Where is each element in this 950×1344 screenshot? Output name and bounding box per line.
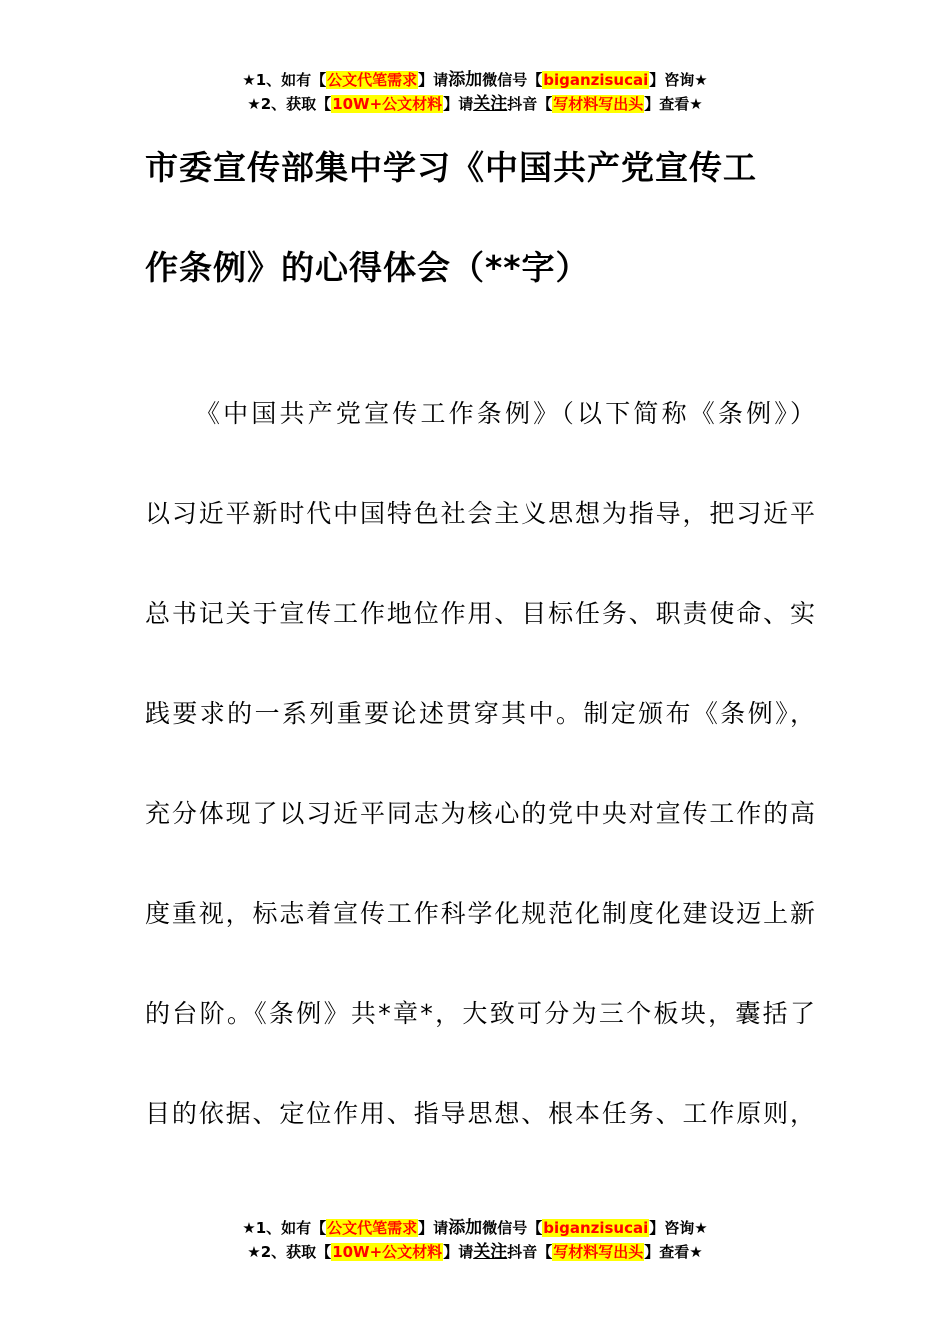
bottom-banner: [0, 1216, 950, 1264]
banner-line-2: ★2、获取【10W+公文材料】请关注抖音【写材料写出头】查看★: [247, 94, 703, 114]
highlight-douyin-account: 写材料写出头: [553, 1243, 644, 1261]
document-title: [145, 118, 815, 318]
top-banner: [0, 68, 950, 116]
highlight-service: 公文代笔需求: [327, 71, 418, 89]
highlight-materials: 10W+公文材料: [332, 95, 443, 113]
body-line: 的台阶。《条例》共*章*，大致可分为三个板块，囊括了: [145, 999, 815, 1028]
body-line: 践要求的一系列重要论述贯穿其中。制定颁布《条例》，: [145, 699, 815, 728]
banner-line-2: ★2、获取【10W+公文材料】请关注抖音【写材料写出头】查看★: [247, 1242, 703, 1262]
banner-line-1: ★1、如有【公文代笔需求】请添加微信号【biganzisucai】咨询★: [242, 70, 708, 90]
highlight-materials: 10W+公文材料: [332, 1243, 443, 1261]
highlight-douyin-account: 写材料写出头: [553, 95, 644, 113]
highlight-wechat-id: biganzisucai: [543, 1219, 649, 1237]
highlight-wechat-id: biganzisucai: [543, 71, 649, 89]
banner-line-1: ★1、如有【公文代笔需求】请添加微信号【biganzisucai】咨询★: [242, 1218, 708, 1238]
body-line: 以习近平新时代中国特色社会主义思想为指导，把习近平: [145, 499, 815, 528]
highlight-service: 公文代笔需求: [327, 1219, 418, 1237]
body-line: 度重视，标志着宣传工作科学化规范化制度化建设迈上新: [145, 899, 815, 928]
body-line: 目的依据、定位作用、指导思想、根本任务、工作原则，: [145, 1099, 815, 1128]
title-line-1: 市委宣传部集中学习《中国共产党宣传工: [145, 148, 757, 187]
body-line: 总书记关于宣传工作地位作用、目标任务、职责使命、实: [145, 599, 815, 628]
body-paragraph: [145, 364, 815, 1164]
body-line: 充分体现了以习近平同志为核心的党中央对宣传工作的高: [145, 799, 815, 828]
body-line: 《中国共产党宣传工作条例》（以下简称《条例》）: [195, 399, 815, 428]
title-line-2: 作条例》的心得体会（**字）: [145, 248, 590, 287]
